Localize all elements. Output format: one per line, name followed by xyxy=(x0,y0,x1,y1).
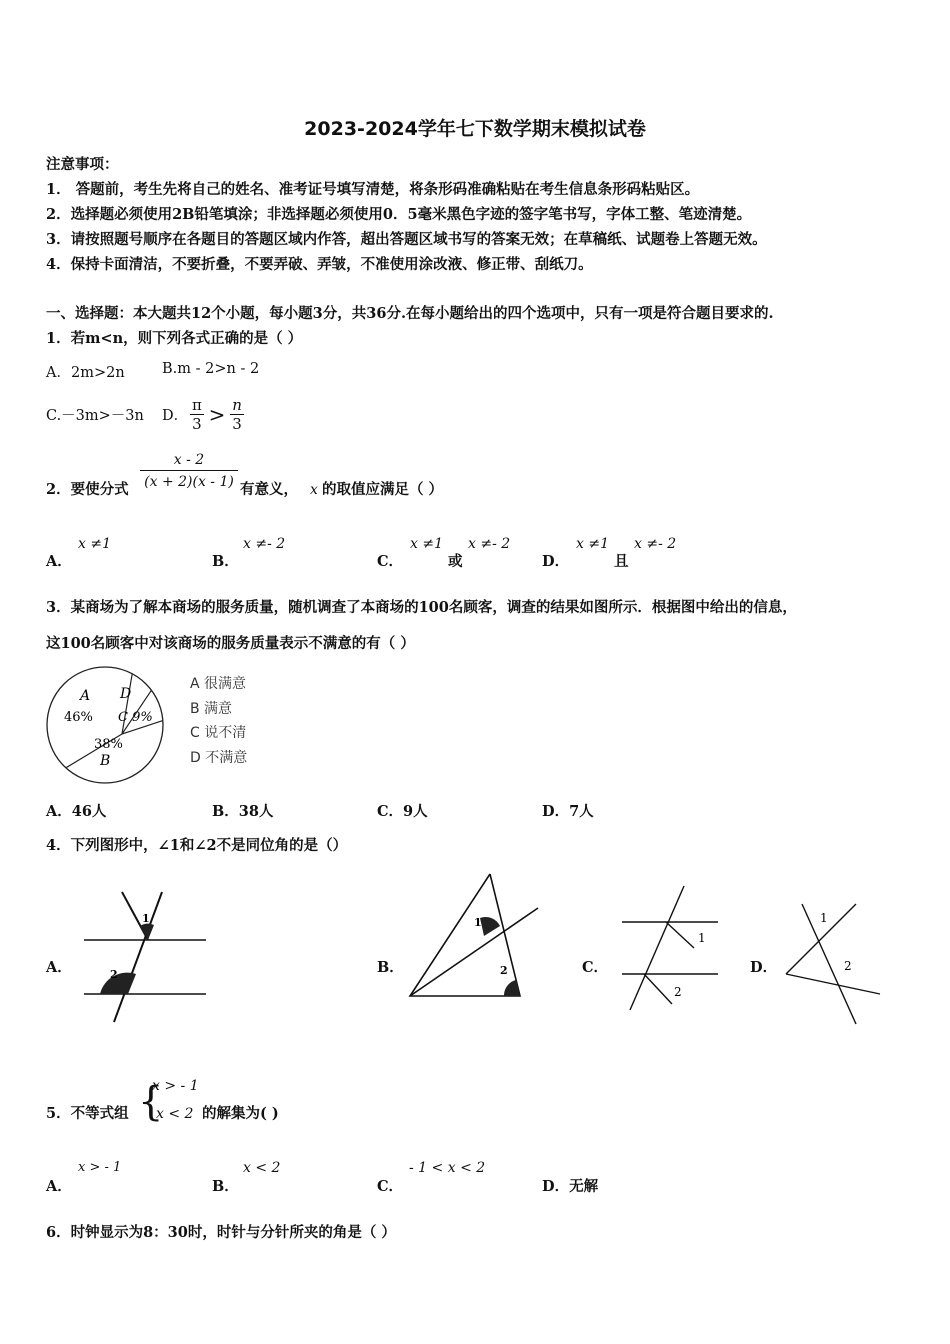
fig-c-ray-1 xyxy=(666,922,694,948)
q5-option-a-label: A． xyxy=(46,1178,72,1195)
q2-option-a-label: A． xyxy=(46,553,72,570)
notice-item-2: 2．选择题必须使用2B铅笔填涂；非选择题必须使用0．5毫米黑色字迹的签字笔书写，字体工整、笔迹清楚。 xyxy=(46,206,752,223)
fig-b-label-2: 2 xyxy=(500,964,508,977)
q1-option-c: C.－3m>－3n xyxy=(46,408,144,424)
q2-option-d2: x ≠- 2 xyxy=(634,536,677,552)
q5-ineq-2: x < 2 xyxy=(156,1106,194,1122)
fig-a-label-1: 1 xyxy=(142,912,150,925)
q4-option-d-label: D． xyxy=(750,959,778,976)
fig-c-label-1: 1 xyxy=(698,931,706,945)
q2-var: x xyxy=(310,482,318,498)
q2-option-a: x ≠1 xyxy=(78,536,111,552)
q4-figure-c xyxy=(620,884,720,1014)
q5-ineq-1: x > - 1 xyxy=(152,1078,199,1094)
q1-d-num1: π xyxy=(192,396,202,414)
q2-option-d1: x ≠1 xyxy=(576,536,609,552)
q3-option-c: C．9人 xyxy=(377,803,428,820)
legend-item-d: D 不满意 xyxy=(190,749,248,766)
q5-option-b: x < 2 xyxy=(243,1160,281,1176)
q4-figure-b xyxy=(404,870,540,1000)
q1-d-gt: > xyxy=(208,402,226,427)
q5-option-d: D．无解 xyxy=(542,1178,599,1195)
legend-item-b: B 满意 xyxy=(190,700,233,717)
q1-d-den2: 3 xyxy=(232,415,242,433)
section-heading: 一、选择题：本大题共12个小题，每小题3分，共36分.在每小题给出的四个选项中，只有一项是符合题目要求的. xyxy=(46,305,774,322)
q3-stem-line1: 3．某商场为了解本商场的服务质量，随机调查了本商场的100名顾客，调查的结果如图所示．根据图中给出的信息， xyxy=(46,599,797,616)
q6-stem: 6．时钟显示为8：30时，时针与分针所夹的角是（ ） xyxy=(46,1224,396,1241)
page-title: 2023-2024学年七下数学期末模拟试卷 xyxy=(304,118,646,140)
fig-d-label-1: 1 xyxy=(820,911,828,925)
fig-a-angle-2-mark xyxy=(100,973,136,994)
q2-suffix: 的取值应满足（ ） xyxy=(322,481,444,498)
q2-numerator: x - 2 xyxy=(173,452,205,468)
q2-option-c2: x ≠- 2 xyxy=(468,536,511,552)
q1-option-b: B.m - 2>n - 2 xyxy=(162,361,260,377)
q5-brace: { xyxy=(138,1079,164,1125)
fig-c-label-2: 2 xyxy=(674,985,682,999)
q1-option-d-label: D． xyxy=(162,408,189,424)
pie-label-d-letter: D xyxy=(120,686,132,702)
q1-option-d-math xyxy=(190,396,244,433)
q4-figure-d xyxy=(780,898,884,1026)
q1-d-den1: 3 xyxy=(192,415,202,433)
q2-option-d-label: D． xyxy=(542,553,570,570)
pie-label-a-letter: A xyxy=(80,688,91,704)
q2-option-c-or: 或 xyxy=(448,553,463,570)
fig-a-angle-1-mark xyxy=(140,924,154,940)
fig-d-label-2: 2 xyxy=(844,959,852,973)
pie-chart xyxy=(44,664,166,786)
q4-stem: 4．下列图形中，∠1和∠2不是同位角的是（） xyxy=(46,837,348,854)
q2-option-b-label: B． xyxy=(212,553,239,570)
q5-option-a: x > - 1 xyxy=(78,1160,122,1175)
notice-item-1: 1． 答题前，考生先将自己的姓名、准考证号填写清楚，将条形码准确粘贴在考生信息条形码粘贴区。 xyxy=(46,181,700,198)
q3-option-a: A．46人 xyxy=(46,803,107,820)
notice-item-4: 4．保持卡面清洁，不要折叠，不要弄破、弄皱，不准使用涂改液、修正带、刮纸刀。 xyxy=(46,256,593,273)
fig-b-angle-1-mark xyxy=(480,917,500,936)
q1-d-num2: n xyxy=(232,396,242,414)
notice-heading: 注意事项： xyxy=(46,156,119,173)
q1-stem: 1．若m<n，则下列各式正确的是（ ） xyxy=(46,330,303,347)
q3-option-d: D．7人 xyxy=(542,803,594,820)
fig-a-label-2: 2 xyxy=(110,968,118,981)
legend-item-c: C 说不清 xyxy=(190,725,247,741)
fig-c-ray-2 xyxy=(644,974,672,1004)
pie-label-b-pct: 38% xyxy=(94,737,123,752)
q2-option-b: x ≠- 2 xyxy=(243,536,286,552)
pie-legend xyxy=(190,672,247,770)
q2-option-d-and: 且 xyxy=(614,553,629,570)
q4-option-a-label: A． xyxy=(46,959,72,976)
q2-denominator: (x + 2)(x - 1) xyxy=(140,470,238,493)
q2-option-c-label: C． xyxy=(377,553,404,570)
q2-fraction xyxy=(140,450,238,493)
q5-option-c-label: C． xyxy=(377,1178,404,1195)
fig-b-angle-2-mark xyxy=(504,980,520,996)
q2-option-c1: x ≠1 xyxy=(410,536,443,552)
pie-label-b-letter: B xyxy=(100,753,111,769)
fig-b-label-1: 1 xyxy=(474,916,482,929)
pie-label-c: C 9% xyxy=(118,710,153,725)
fig-d-line-3 xyxy=(786,974,880,994)
q2-mid: 有意义， xyxy=(240,481,298,498)
q4-option-c-label: C． xyxy=(582,959,609,976)
notice-item-3: 3．请按照题号顺序在各题目的答题区域内作答，超出答题区域书写的答案无效；在草稿纸、试题卷上答题无效。 xyxy=(46,231,767,248)
q1-option-a: A．2m>2n xyxy=(46,365,125,381)
q4-figure-a xyxy=(84,890,208,1024)
q5-option-c: - 1 < x < 2 xyxy=(409,1160,486,1176)
q5-prefix: 5．不等式组 xyxy=(46,1105,129,1122)
q5-suffix: 的解集为( ) xyxy=(202,1105,279,1122)
q3-stem-line2: 这100名顾客中对该商场的服务质量表示不满意的有（ ） xyxy=(46,635,415,652)
pie-label-a-pct: 46% xyxy=(64,710,93,725)
fig-a-transversal xyxy=(114,892,162,1022)
legend-item-a: A 很满意 xyxy=(190,676,247,692)
q4-option-b-label: B． xyxy=(377,959,404,976)
q5-option-b-label: B． xyxy=(212,1178,239,1195)
fig-b-triangle xyxy=(410,874,520,996)
q2-prefix: 2．要使分式 xyxy=(46,481,129,498)
q3-option-b: B．38人 xyxy=(212,803,274,820)
